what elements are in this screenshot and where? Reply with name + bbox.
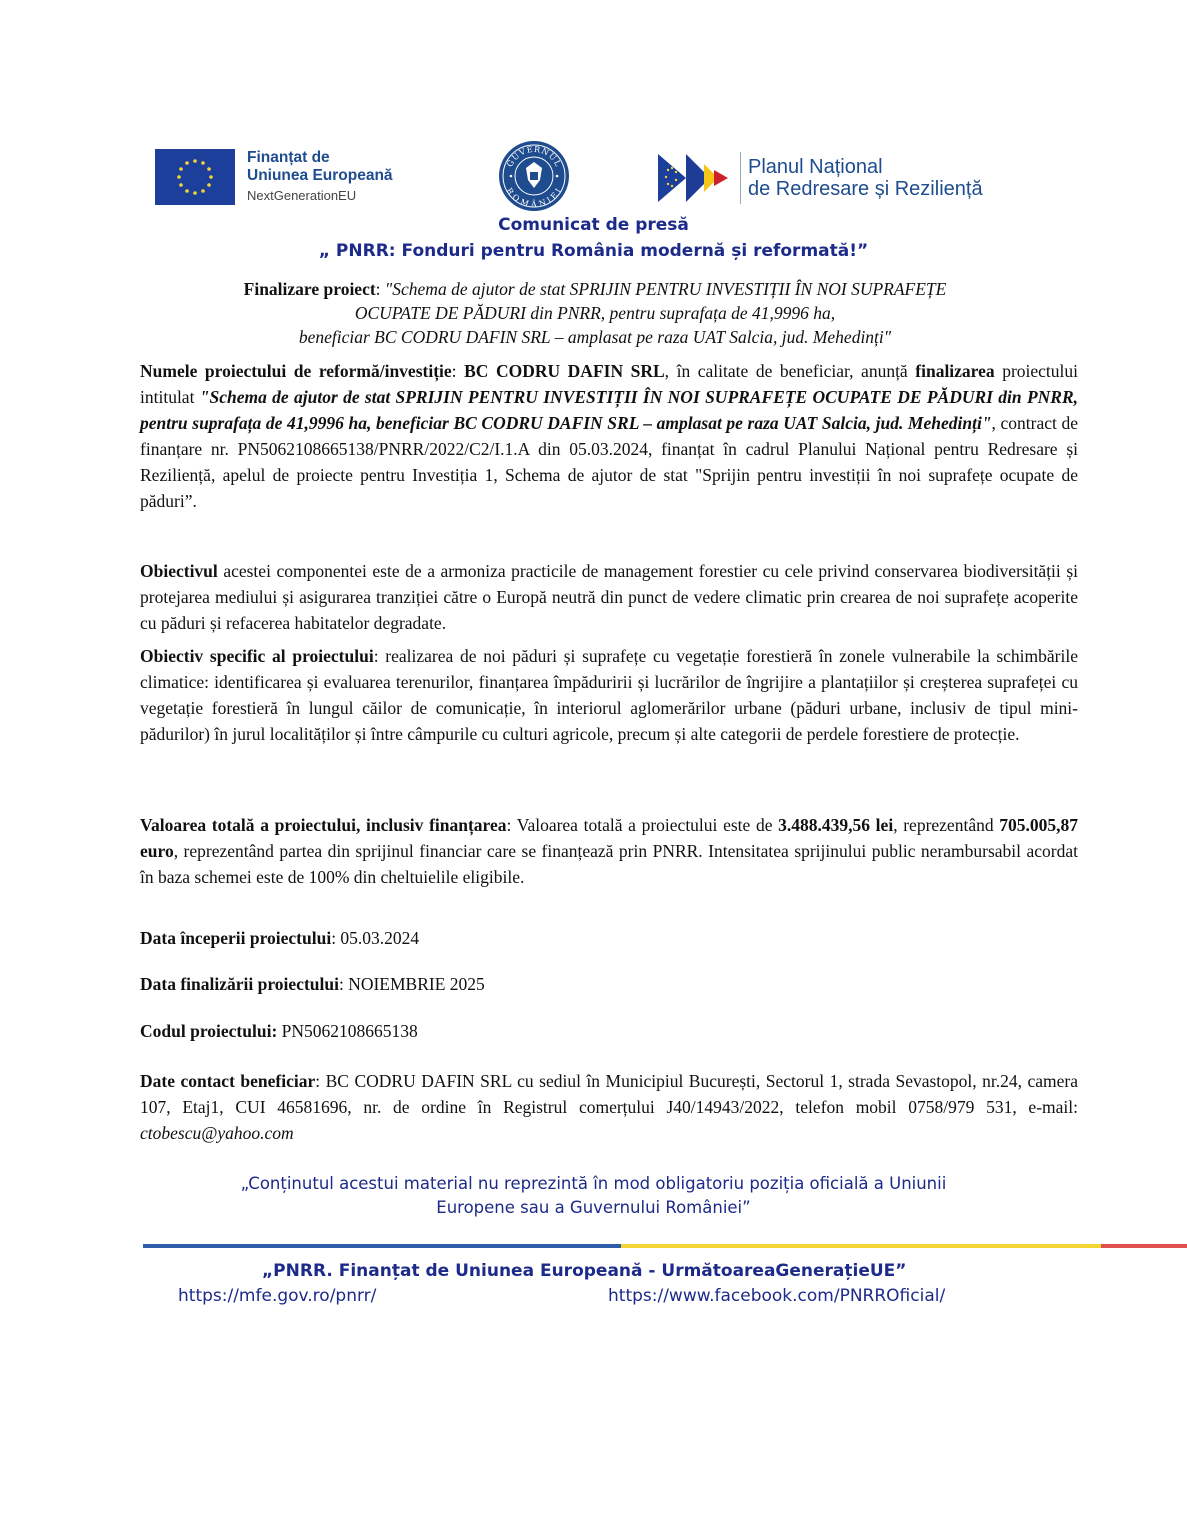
disclaimer-line1: „Conținutul acestui material nu reprezintă în mod obligatoriu poziția oficială a Uniunii xyxy=(240,1174,947,1193)
objective-paragraph xyxy=(140,558,1078,636)
project-code-line xyxy=(140,1018,1078,1044)
project-name-text1: , în calitate de beneficiar, anunță xyxy=(664,361,916,381)
divider-blue-segment xyxy=(143,1244,621,1248)
divider-yellow-segment xyxy=(621,1244,1101,1248)
specific-objective-text: : realizarea de noi păduri și suprafețe cu vegetație forestieră în zonele vulnerabile la schimbările climatice: identificarea și evaluarea terenurilor, finanțarea împăduririi și lucrărilor de îngrijire a plantațiilor și creșterea suprafeței cu vegetație forestieră în lungul căilor de comunicație, în interiorul aglomerărilor urbane (păduri urbane, inclusiv de tipul mini-pădurilor) în jurul localităților și între câmpurile cu culturi agricole, precum și alte categorii de perdele forestiere de protecție. xyxy=(140,646,1078,744)
beneficiary-name: BC CODRU DAFIN SRL xyxy=(464,361,665,381)
pnrr-logo-divider xyxy=(740,152,741,204)
guvernul-romaniei-seal-icon xyxy=(498,140,570,212)
objective-label: Obiectivul xyxy=(140,561,218,581)
eu-flag-icon xyxy=(155,149,235,205)
seal-bottom-text: ROMÂNIEI xyxy=(504,186,564,210)
eu-funding-logo xyxy=(155,147,405,209)
end-date-value: : NOIEMBRIE 2025 xyxy=(338,974,485,994)
total-value-text3: , reprezentând partea din sprijinul financiar care se finanțează prin PNRR. Intensitatea sprijinului public nerambursabil acordat în baza schemei este de 100% din cheltuielile eligibile. xyxy=(140,841,1078,887)
pnrr-logo-line2: de Redresare și Reziliență xyxy=(748,178,983,200)
intro-label: Finalizare proiect xyxy=(243,279,376,299)
project-name-text3: , contract de finanțare nr. PN5062108665138/PNRR/2022/C2/I.1.A din 05.03.2024, finanțat în cadrul Planului Național pentru Redresare și Reziliență, apelul de proiecte pentru Investiția 1, Schema de ajutor de stat "Sprijin pentru investiții în noi suprafețe ocupate de păduri”. xyxy=(140,413,1078,511)
footer-link-mfe[interactable]: https://mfe.gov.ro/pnrr/ xyxy=(178,1286,377,1306)
value-euro: 705.005,87 euro xyxy=(140,815,1079,861)
contact-paragraph xyxy=(140,1068,1078,1146)
pnrr-logo xyxy=(658,150,1028,208)
contact-text: : BC CODRU DAFIN SRL cu sediul în Municipiul București, Sectorul 1, strada Sevastopol, nr.24, camera 107, Etaj1, CUI 46581696, nr. de ordine în Registrul comerțului J40/14943/2022, telefon mobil 0758/979 531, e-mail: xyxy=(140,1071,1079,1117)
eu-logo-line1: Finanțat de xyxy=(247,149,330,166)
divider-red-segment xyxy=(1101,1244,1187,1248)
intro-title-part3: beneficiar BC CODRU DAFIN SRL – amplasat pe raza UAT Salcia, jud. Mehedinți" xyxy=(298,327,892,347)
value-lei: 3.488.439,56 lei xyxy=(778,815,894,835)
pnrr-arrows-icon xyxy=(658,150,738,206)
footer-slogan: „PNRR. Finanțat de Uniunea Europeană - UrmătoareaGenerațieUE” xyxy=(262,1261,907,1281)
intro-block xyxy=(150,277,1040,349)
page-subtitle: „ PNRR: Fonduri pentru România modernă și reformată!” xyxy=(318,241,869,261)
total-value-label: Valoarea totală a proiectului, inclusiv finanțarea xyxy=(140,815,507,835)
eu-logo-line2: Uniunea Europeană xyxy=(247,167,393,184)
intro-line2 xyxy=(150,301,1040,325)
project-title: "Schema de ajutor de stat SPRIJIN PENTRU INVESTIȚII ÎN NOI SUPRAFEȚE OCUPATE DE PĂDURI din PNRR, pentru suprafața de 41,9996 ha, beneficiar BC CODRU DAFIN SRL – amplasat pe raza UAT Salcia, jud. Mehedinți" xyxy=(140,387,1078,433)
start-date-label: Data începerii proiectului xyxy=(140,928,332,948)
start-date-value: : 05.03.2024 xyxy=(331,928,420,948)
disclaimer xyxy=(0,1172,1187,1220)
end-date-line xyxy=(140,971,1078,997)
project-code-value: PN5062108665138 xyxy=(277,1021,418,1041)
tricolor-divider xyxy=(143,1244,1187,1248)
start-date-line xyxy=(140,925,1078,951)
total-value-text1: : Valoarea totală a proiectului este de xyxy=(506,815,779,835)
contact-label: Date contact beneficiar xyxy=(140,1071,316,1091)
intro-line1: Finalizare proiect: "Schema de ajutor de stat SPRIJIN PENTRU INVESTIȚII ÎN NOI SUPRAFEȚE xyxy=(243,279,947,299)
finalizarea-word: finalizarea xyxy=(915,361,995,381)
specific-objective-paragraph xyxy=(140,643,1078,747)
specific-objective-label: Obiectiv specific al proiectului xyxy=(140,646,374,666)
end-date-label: Data finalizării proiectului xyxy=(140,974,339,994)
page-title: Comunicat de presă xyxy=(498,215,689,235)
pnrr-logo-line1: Planul Național xyxy=(748,156,883,178)
eu-logo-line3: NextGenerationEU xyxy=(247,188,357,203)
total-value-text2: , reprezentând xyxy=(893,815,1000,835)
objective-text: acestei componentei este de a armoniza practicile de management forestier cu cele privind conservarea biodiversității și protejarea mediului și asigurarea tranziției către o Europă neutră din punct de vedere climatic prin crearea de noi suprafețe acoperite cu păduri și refacerea habitatelor degradate. xyxy=(140,561,1078,633)
project-name-label: Numele proiectului de reformă/investiție xyxy=(140,361,452,381)
intro-line3 xyxy=(150,325,1040,349)
intro-title-part2: OCUPATE DE PĂDURI din PNRR, pentru suprafața de 41,9996 ha, xyxy=(354,303,836,323)
disclaimer-line2: Europene sau a Guvernului României” xyxy=(436,1198,751,1217)
total-value-paragraph xyxy=(140,812,1078,890)
contact-email[interactable]: ctobescu@yahoo.com xyxy=(140,1123,294,1143)
seal-top-text: GUVERNUL xyxy=(505,144,563,169)
project-name-text2: proiectului intitulat xyxy=(140,361,1079,407)
project-name-paragraph: Numele proiectului de reformă/investiție: BC CODRU DAFIN SRL, în calitate de beneficiar, anunță finalizarea proiectului intitulat "Schema de ajutor de stat SPRIJIN PENTRU INVESTIȚII ÎN NOI SUPRAFEȚE OCUPATE DE PĂDURI din PNRR, pentru suprafața de 41,9996 ha, beneficiar BC CODRU DAFIN SRL – amplasat pe raza UAT Salcia, jud. Mehedinți", contract de finanțare nr. PN5062108665138/PNRR/2022/C2/I.1.A din 05.03.2024, finanțat în cadrul Planului Național pentru Redresare și Reziliență, apelul de proiecte pentru Investiția 1, Schema de ajutor de stat "Sprijin pentru investiții în noi suprafețe ocupate de păduri”. xyxy=(140,361,1079,511)
intro-title-part1: "Schema de ajutor de stat SPRIJIN PENTRU INVESTIȚII ÎN NOI SUPRAFEȚE xyxy=(384,279,947,299)
project-code-label: Codul proiectului: xyxy=(140,1021,278,1041)
footer-link-facebook[interactable]: https://www.facebook.com/PNRROficial/ xyxy=(608,1286,946,1306)
government-seal-logo xyxy=(498,140,570,212)
